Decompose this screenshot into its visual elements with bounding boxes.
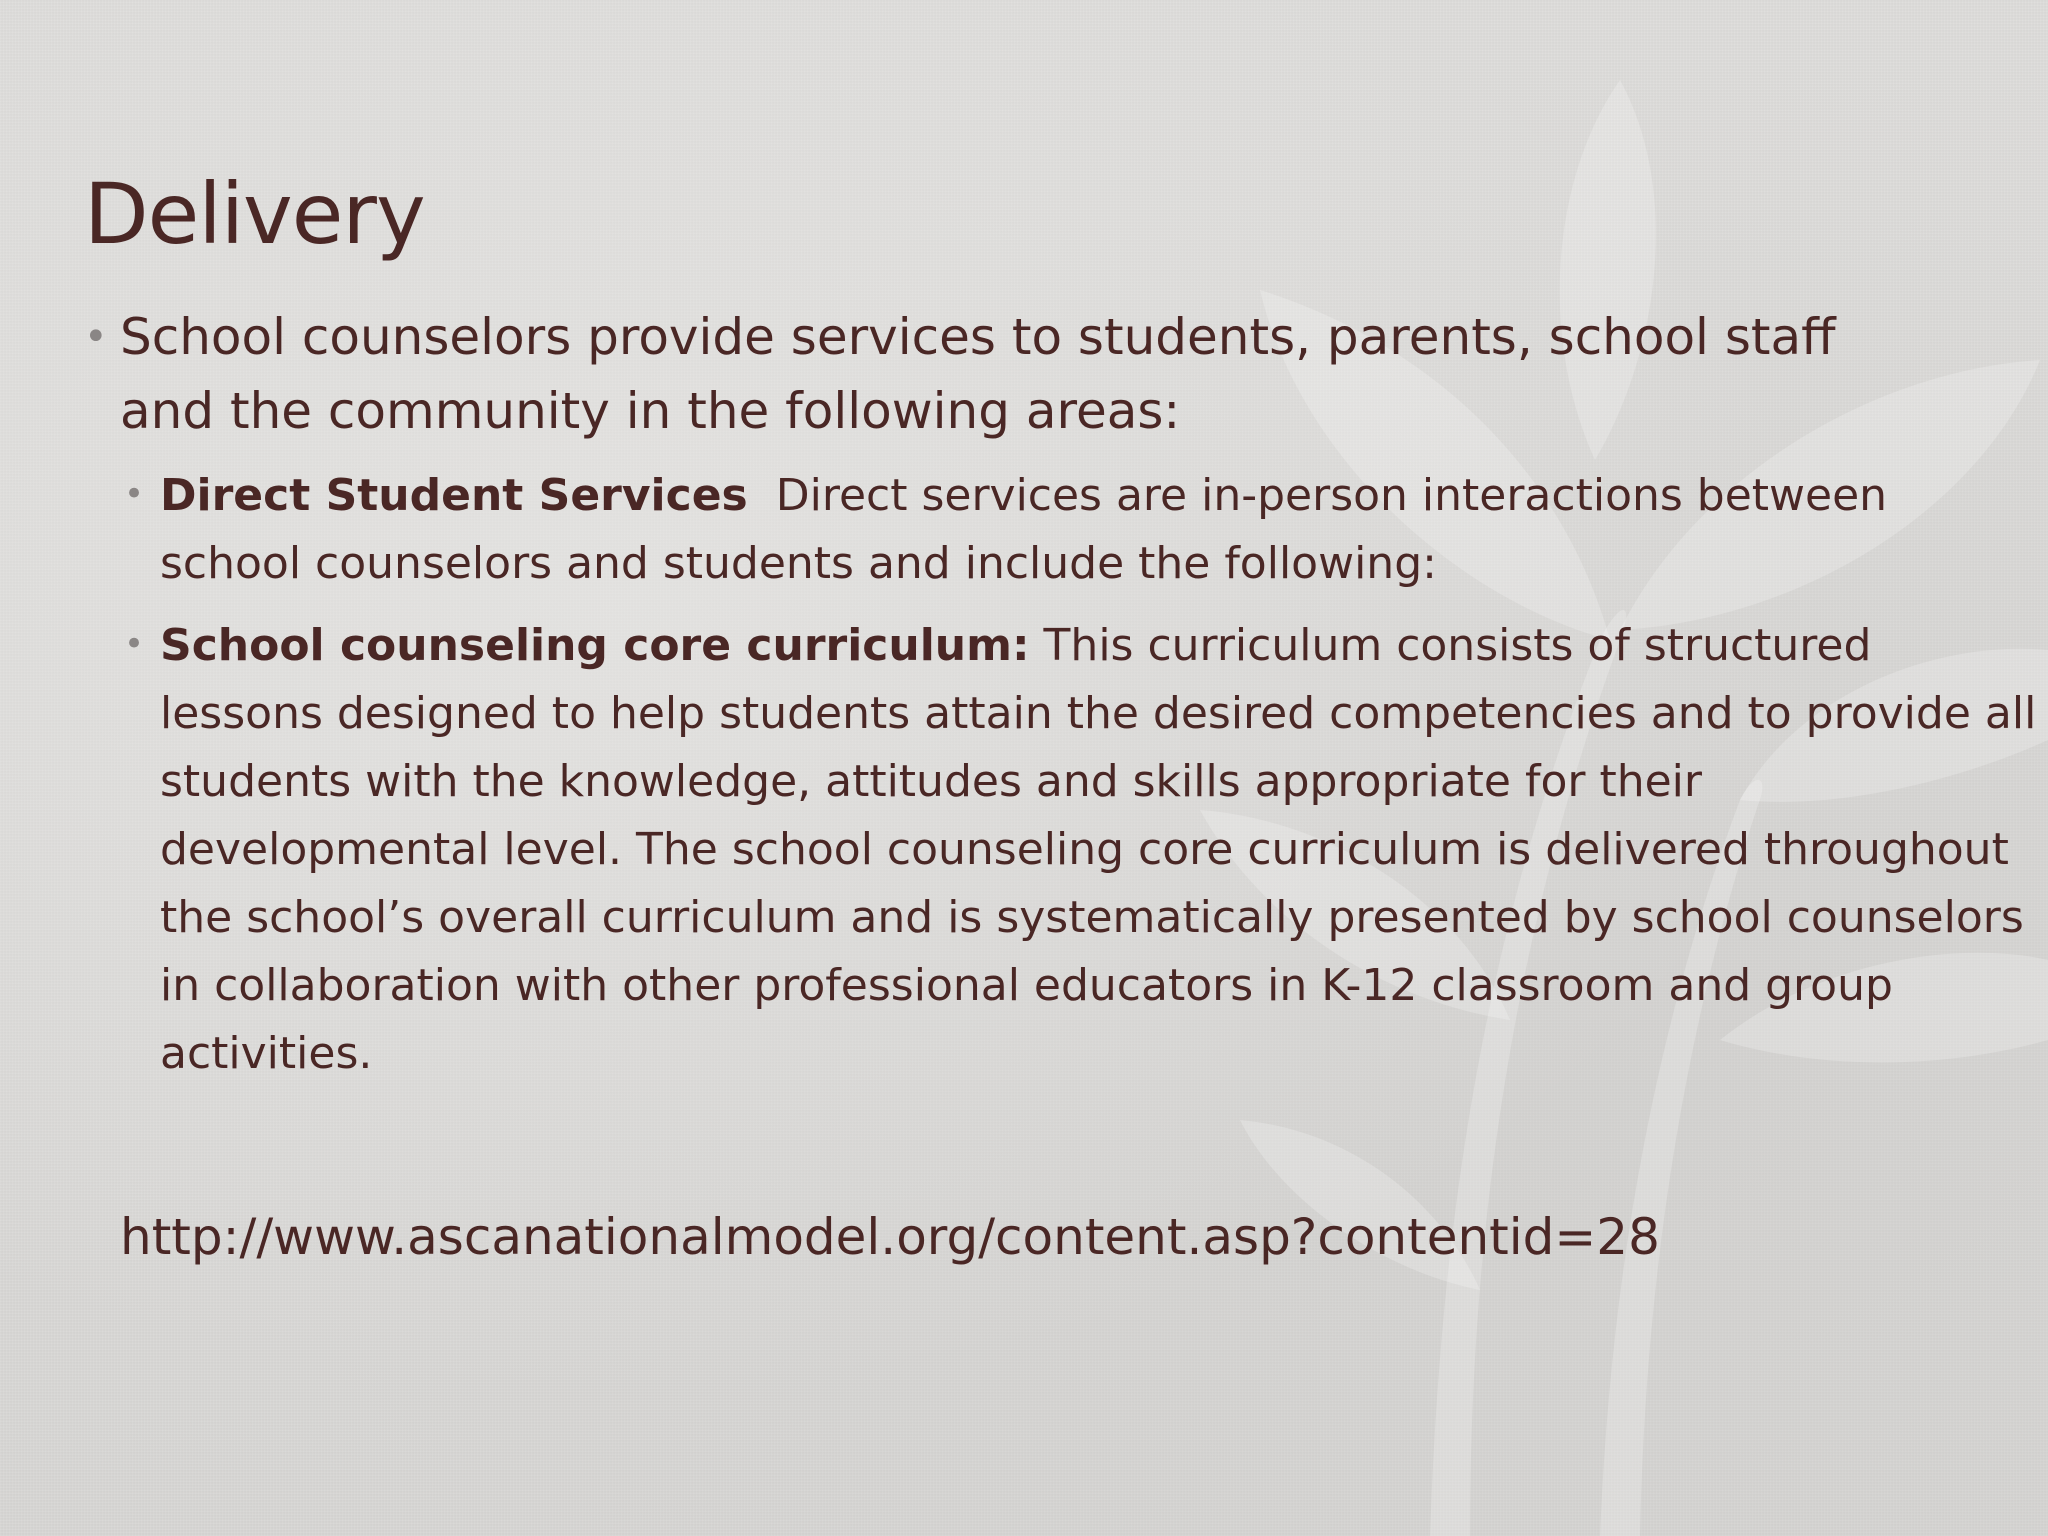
slide-title: Delivery bbox=[84, 165, 425, 263]
bullet-dot-icon: • bbox=[124, 474, 145, 514]
sub-bullet-heading: School counseling core curriculum: bbox=[160, 620, 1030, 671]
sub-bullet-item bbox=[84, 462, 2040, 598]
sub-bullet-text: This curriculum consists of structured lessons designed to help students attain the desired competencies and to provide all students with the knowledge, attitudes and skills appropriate for their developmental level. The school counseling core curriculum is delivered throughout the school’s overall curriculum and is systematically presented by school counselors in collaboration with other professional educators in K-12 classroom and group activities. bbox=[160, 620, 2037, 1079]
sub-bullet-text: Direct services are in-person interactions between school counselors and students and include the following: bbox=[160, 470, 1902, 589]
sub-bullet-item bbox=[84, 612, 2040, 1088]
bullet-list bbox=[84, 300, 2037, 1088]
bullet-dot-icon: • bbox=[124, 624, 145, 664]
sub-bullet-heading: Direct Student Services bbox=[160, 470, 748, 521]
source-url: http://www.ascanationalmodel.org/content.asp?contentid=28 bbox=[120, 1208, 1660, 1266]
bullet-dot-icon: • bbox=[84, 314, 108, 360]
bullet-item bbox=[84, 300, 1900, 448]
bullet-text: School counselors provide services to students, parents, school staff and the community in the following areas: bbox=[120, 308, 1836, 440]
